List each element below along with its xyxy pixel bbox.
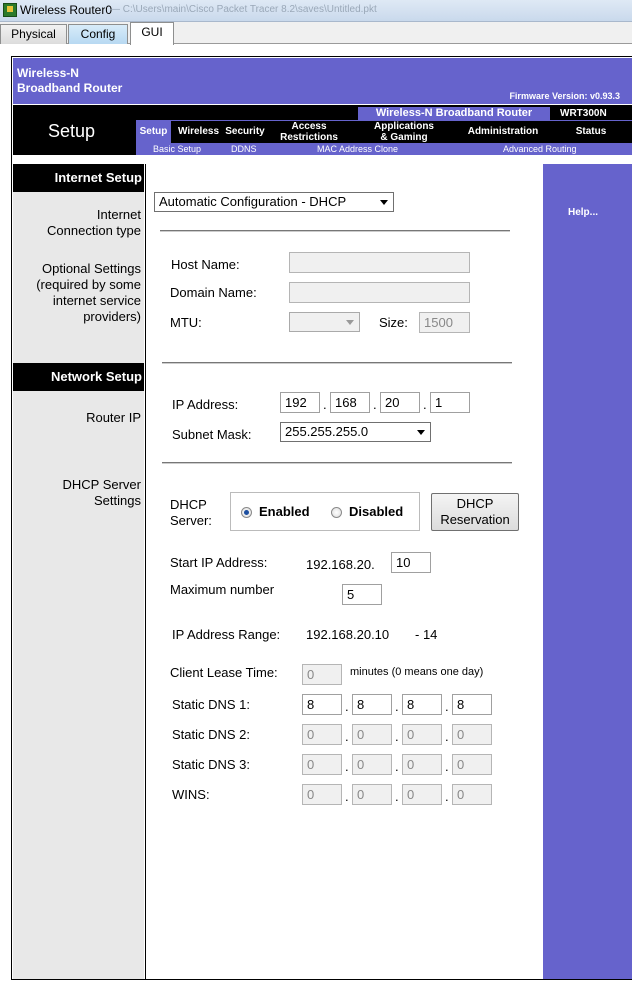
optional-line-1: Optional Settings	[41, 261, 141, 276]
subnav-basic-setup[interactable]: Basic Setup	[153, 144, 202, 154]
nav-administration[interactable]: Administration	[467, 126, 539, 137]
connection-type-value: Automatic Configuration - DHCP	[159, 194, 347, 209]
left-label-column	[13, 164, 144, 979]
optional-line-4: providers)	[83, 309, 141, 324]
start-ip-input[interactable]: 10	[391, 552, 431, 573]
page-section-title: Setup	[48, 121, 96, 141]
octet-separator: .	[395, 729, 399, 744]
dns3-octet-4[interactable]: 0	[452, 754, 492, 775]
lease-time-label: Client Lease Time:	[170, 665, 278, 680]
product-name: Wireless-N Broadband Router	[358, 107, 550, 120]
brand-line-1: Wireless-N	[17, 66, 79, 80]
router-ip-octet-4[interactable]: 1	[430, 392, 470, 413]
dhcp-server-radio-group	[230, 492, 420, 531]
connection-type-line-2: Connection type	[47, 223, 141, 238]
dhcp-server-line-2: Server:	[170, 513, 212, 528]
subnav-mac-clone[interactable]: MAC Address Clone	[317, 144, 399, 154]
router-ip-octet-1[interactable]: 192	[280, 392, 320, 413]
dhcp-disabled-label[interactable]: Disabled	[349, 504, 404, 519]
wins-octet-2[interactable]: 0	[352, 784, 392, 805]
lease-time-note: minutes (0 means one day)	[350, 666, 484, 678]
nav-access-line-2: Restrictions	[280, 132, 338, 143]
optional-line-3: internet service	[52, 293, 141, 308]
dns2-octet-3[interactable]: 0	[402, 724, 442, 745]
help-link[interactable]: Help...	[568, 207, 599, 218]
dhcp-enabled-label[interactable]: Enabled	[259, 504, 310, 519]
router-gui-frame	[11, 56, 632, 980]
wins-octet-1[interactable]: 0	[302, 784, 342, 805]
help-column	[543, 164, 632, 979]
octet-separator: .	[395, 759, 399, 774]
dhcp-reservation-line-2: Reservation	[440, 512, 510, 527]
dns3-octet-1[interactable]: 0	[302, 754, 342, 775]
octet-separator: .	[323, 397, 327, 412]
dhcp-settings-line-2: Settings	[94, 493, 141, 508]
octet-separator: .	[345, 729, 349, 744]
subnet-mask-value: 255.255.255.0	[285, 424, 369, 439]
tab-bar	[0, 22, 632, 44]
router-ip-octet-2[interactable]: 168	[330, 392, 370, 413]
nav-status[interactable]: Status	[575, 126, 607, 137]
nav-security[interactable]: Security	[225, 126, 265, 137]
nav-applications-gaming[interactable]	[367, 121, 441, 143]
chevron-down-icon	[346, 320, 354, 325]
brand-banner	[13, 58, 632, 104]
sub-nav	[136, 143, 632, 155]
dhcp-reservation-button[interactable]	[431, 493, 519, 531]
ip-range-end: - 14	[415, 627, 438, 642]
ip-range-label: IP Address Range:	[172, 627, 281, 642]
window-path: — C:\Users\main\Cisco Packet Tracer 8.2\saves\Untitled.pkt	[110, 4, 377, 15]
optional-line-2: (required by some	[36, 277, 141, 292]
mtu-select[interactable]	[289, 312, 360, 332]
octet-separator: .	[445, 789, 449, 804]
subnav-ddns[interactable]: DDNS	[231, 144, 257, 154]
dhcp-server-label	[170, 497, 212, 529]
tab-physical[interactable]: Physical	[0, 24, 67, 44]
octet-separator: .	[373, 397, 377, 412]
octet-separator: .	[395, 699, 399, 714]
dhcp-disabled-radio[interactable]	[331, 507, 342, 518]
router-ip-label: Router IP	[86, 410, 141, 425]
static-dns-2-label: Static DNS 2:	[172, 727, 251, 742]
dhcp-server-line-1: DHCP	[170, 497, 207, 512]
connection-type-label	[47, 207, 141, 239]
network-setup-heading: Network Setup	[13, 363, 144, 391]
start-ip-label: Start IP Address:	[170, 555, 268, 570]
octet-separator: .	[345, 789, 349, 804]
connection-type-select[interactable]	[154, 192, 394, 212]
octet-separator: .	[423, 397, 427, 412]
ip-address-label: IP Address:	[172, 397, 239, 412]
mtu-label: MTU:	[170, 315, 202, 330]
max-users-label: Maximum number	[170, 582, 275, 597]
connection-type-line-1: Internet	[96, 207, 141, 222]
nav-setup[interactable]: Setup	[136, 121, 171, 143]
size-label: Size:	[379, 315, 408, 330]
octet-separator: .	[395, 789, 399, 804]
router-app-icon	[3, 3, 17, 17]
octet-separator: .	[345, 699, 349, 714]
section-divider	[162, 462, 512, 464]
dns2-octet-1[interactable]: 0	[302, 724, 342, 745]
octet-separator: .	[345, 759, 349, 774]
internet-setup-heading: Internet Setup	[13, 164, 144, 192]
firmware-version: Firmware Version: v0.93.3	[509, 91, 620, 101]
dhcp-settings-line-1: DHCP Server	[62, 477, 141, 492]
dns3-octet-3[interactable]: 0	[402, 754, 442, 775]
dns1-octet-1[interactable]: 8	[302, 694, 342, 715]
wins-label: WINS:	[172, 787, 210, 802]
brand-line-2: Broadband Router	[17, 81, 123, 95]
nav-access-line-1: Access	[291, 121, 327, 132]
host-name-input[interactable]	[289, 252, 470, 273]
domain-name-label: Domain Name:	[170, 285, 257, 300]
optional-settings-label	[36, 261, 141, 325]
tab-gui[interactable]: GUI	[130, 22, 174, 45]
model-name: WRT300N	[560, 108, 607, 119]
dns2-octet-4[interactable]: 0	[452, 724, 492, 745]
lease-time-input[interactable]: 0	[302, 664, 342, 685]
chevron-down-icon	[417, 430, 425, 435]
dns1-octet-2[interactable]: 8	[352, 694, 392, 715]
main-form	[145, 164, 542, 979]
brand-logo	[17, 66, 122, 96]
octet-separator: .	[445, 729, 449, 744]
dns2-octet-2[interactable]: 0	[352, 724, 392, 745]
static-dns-1-label: Static DNS 1:	[172, 697, 251, 712]
wins-octet-3[interactable]: 0	[402, 784, 442, 805]
router-ip-octet-3[interactable]: 20	[380, 392, 420, 413]
dns1-octet-4[interactable]: 8	[452, 694, 492, 715]
domain-name-input[interactable]	[289, 282, 470, 303]
dns1-octet-3[interactable]: 8	[402, 694, 442, 715]
dns3-octet-2[interactable]: 0	[352, 754, 392, 775]
wins-octet-4[interactable]: 0	[452, 784, 492, 805]
start-ip-prefix: 192.168.20.	[306, 557, 375, 572]
nav-apps-line-2: & Gaming	[380, 132, 428, 143]
host-name-label: Host Name:	[171, 257, 240, 272]
subnet-mask-label: Subnet Mask:	[172, 427, 252, 442]
max-users-input[interactable]: 5	[342, 584, 382, 605]
ip-range-start: 192.168.20.10	[306, 627, 390, 642]
section-divider	[162, 362, 512, 364]
nav-apps-line-1: Applications	[373, 121, 434, 132]
subnet-mask-select[interactable]	[280, 422, 431, 442]
tab-config[interactable]: Config	[68, 24, 128, 44]
window-title: Wireless Router0	[20, 3, 113, 17]
nav-access-restrictions[interactable]	[275, 121, 343, 143]
window-titlebar	[0, 0, 632, 22]
dhcp-reservation-line-1: DHCP	[456, 496, 494, 511]
section-divider	[160, 230, 510, 232]
octet-separator: .	[445, 759, 449, 774]
dhcp-enabled-radio[interactable]	[241, 507, 252, 518]
subnav-advanced-routing[interactable]: Advanced Routing	[503, 144, 577, 154]
mtu-size-input[interactable]: 1500	[419, 312, 470, 333]
octet-separator: .	[445, 699, 449, 714]
static-dns-3-label: Static DNS 3:	[172, 757, 251, 772]
chevron-down-icon	[380, 200, 388, 205]
nav-wireless[interactable]: Wireless	[177, 126, 220, 137]
dhcp-settings-label	[62, 477, 141, 509]
